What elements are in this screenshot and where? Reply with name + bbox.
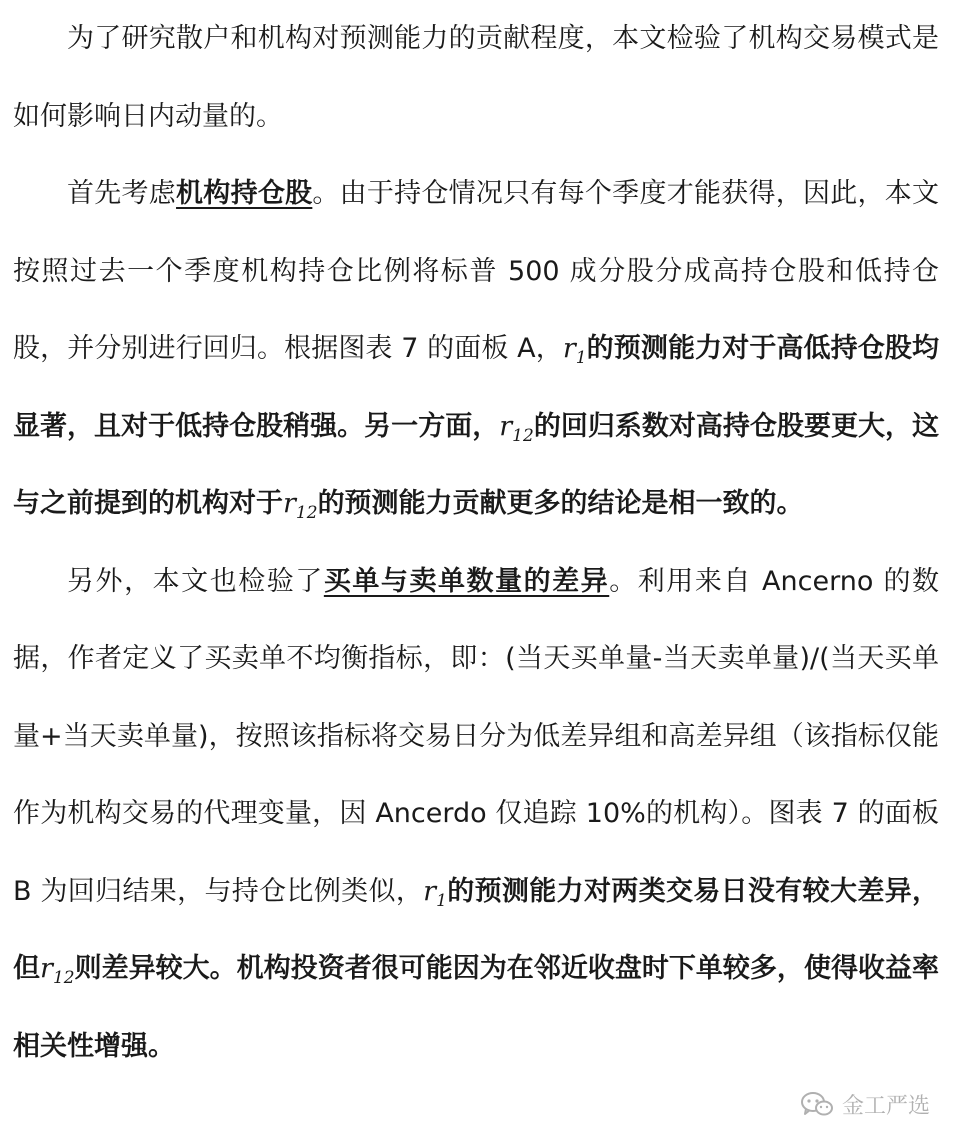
paragraph-3-bold-text: 的预测能力对两类交易日没有较大差异，但 bbox=[13, 875, 939, 984]
watermark bbox=[800, 1086, 930, 1122]
article-body bbox=[13, 0, 939, 1085]
math-r1: $r_1$ bbox=[423, 875, 447, 911]
math-r12: $r_{12}$ bbox=[499, 410, 534, 446]
paragraph-2-bold-text: 的回归系数对高持仓股要更大，这与之前提到的机构对于 bbox=[13, 410, 940, 519]
paragraph-3 bbox=[13, 543, 939, 1086]
math-r12: $r_{12}$ bbox=[283, 488, 318, 523]
watermark-text: 金工严选 bbox=[841, 1093, 930, 1119]
math-r12: $r_{12}$ bbox=[40, 953, 75, 988]
paragraph-3-text: 。利用来自 Ancerno 的数据，作者定义了买卖单不均衡指标，即：(当天买单量-当天卖单量)/(当天买单量+当天卖单量)，按照该指标将交易日分为低差异组和高差异组（该指标仅能作为机构交易的代理变量，因 Ancerdo 仅追踪 10%的机构）。图表 7 的面板 B 为回归结果，与持仓比例类似， bbox=[13, 565, 940, 907]
paragraph-1 bbox=[13, 0, 939, 155]
math-r1: $r_1$ bbox=[562, 333, 587, 368]
paragraph-2 bbox=[13, 155, 939, 543]
paragraph-2-bold-text: 的预测能力贡献更多的结论是相一致的。 bbox=[317, 488, 804, 519]
wechat-icon bbox=[800, 1090, 834, 1118]
paragraph-1-text: 为了研究散户和机构对预测能力的贡献程度，本文检验了机构交易模式是如何影响日内动量的。 bbox=[13, 23, 939, 132]
paragraph-2-bold-text: 的预测能力对于高低持仓股均显著，且对于低持仓股稍强。另一方面， bbox=[13, 333, 939, 442]
paragraph-2-text: 。由于持仓情况只有每个季度才能获得，因此，本文按照过去一个季度机构持仓比例将标普 500 成分股分成高持仓股和低持仓股，并分别进行回归。根据图表 7 的面板 A， bbox=[13, 178, 940, 364]
paragraph-3-text: 另外，本文也检验了 bbox=[67, 565, 324, 597]
paragraph-2-text: 首先考虑 bbox=[67, 178, 177, 209]
paragraph-3-bold-text: 则差异较大。机构投资者很可能因为在邻近收盘时下单较多，使得收益率相关性增强。 bbox=[13, 953, 940, 1062]
keyword-order-imbalance: 买单与卖单数量的差异 bbox=[323, 565, 610, 597]
keyword-institutional-holdings: 机构持仓股 bbox=[176, 178, 313, 209]
